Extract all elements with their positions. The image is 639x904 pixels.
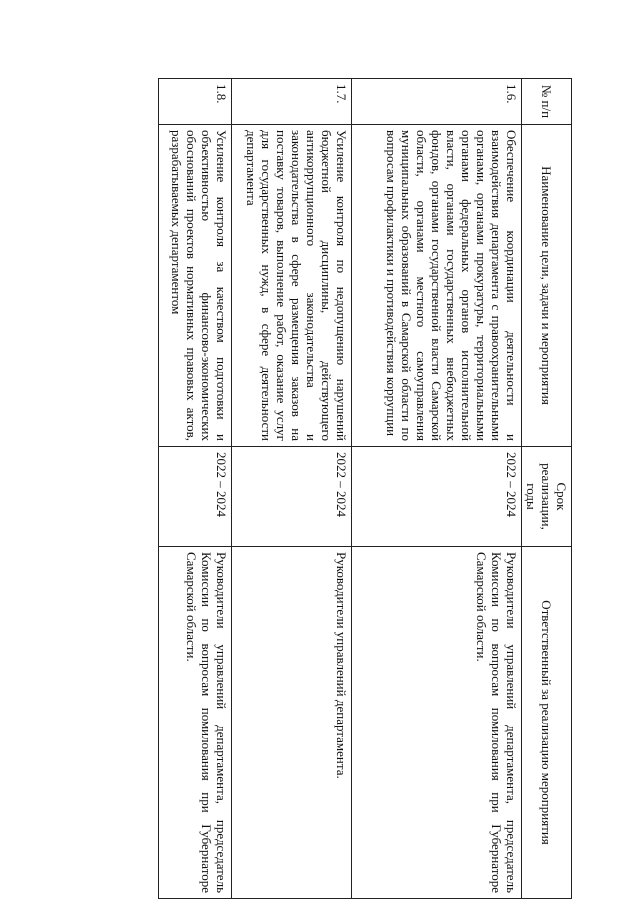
rotated-page (72, 78, 572, 898)
row-number: 1.6. (352, 79, 522, 125)
header-number: № п/п (522, 79, 572, 125)
row-responsible: Руководители управлений департамента, председатель Комиссии по вопросам помилования при Губернаторе Самарской области. (159, 547, 232, 899)
row-responsible: Руководители управлений департамента, председатель Комиссии по вопросам помилования при Губернаторе Самарской области. (352, 547, 522, 899)
table-row (352, 79, 522, 899)
row-term: 2022 – 2024 (159, 447, 232, 547)
row-name: Усиление контроля по недопущению нарушений бюджетной дисциплины, действующего антикоррупционного законодательства и законодательства в сфере размещения заказов на поставку товаров, выполнение работ, оказание услуг для государственных нужд, в сфере деятельности департамента (232, 125, 352, 447)
header-responsible: Ответственный за реализацию мероприятия (522, 547, 572, 899)
row-number: 1.7. (232, 79, 352, 125)
row-number: 1.8. (159, 79, 232, 125)
header-term: Срок реализации, годы (522, 447, 572, 547)
table-header-row (522, 79, 572, 899)
row-term: 2022 – 2024 (352, 447, 522, 547)
table-row (159, 79, 232, 899)
row-name: Обеспечение координации деятельности и взаимодействия департамента с правоохранительными органами, органами прокуратуры, территориальными органами федеральных органов исполнительной власти, органами государственных внебюджетных фондов, органами государственной власти Самарской области, органами местного самоуправления муниципальных образований в Самарской области по вопросам профилактики и противодействия коррупции (352, 125, 522, 447)
measures-table (158, 78, 572, 899)
row-term: 2022 – 2024 (232, 447, 352, 547)
row-name: Усиление контроля за качеством подготовки и объективностью финансово-экономических обоснований проектов нормативных правовых актов, разрабатываемых департаментом (159, 125, 232, 447)
header-name: Наименование цели, задачи и мероприятия (522, 125, 572, 447)
row-responsible: Руководители управлений департамента. (232, 547, 352, 899)
table-row (232, 79, 352, 899)
